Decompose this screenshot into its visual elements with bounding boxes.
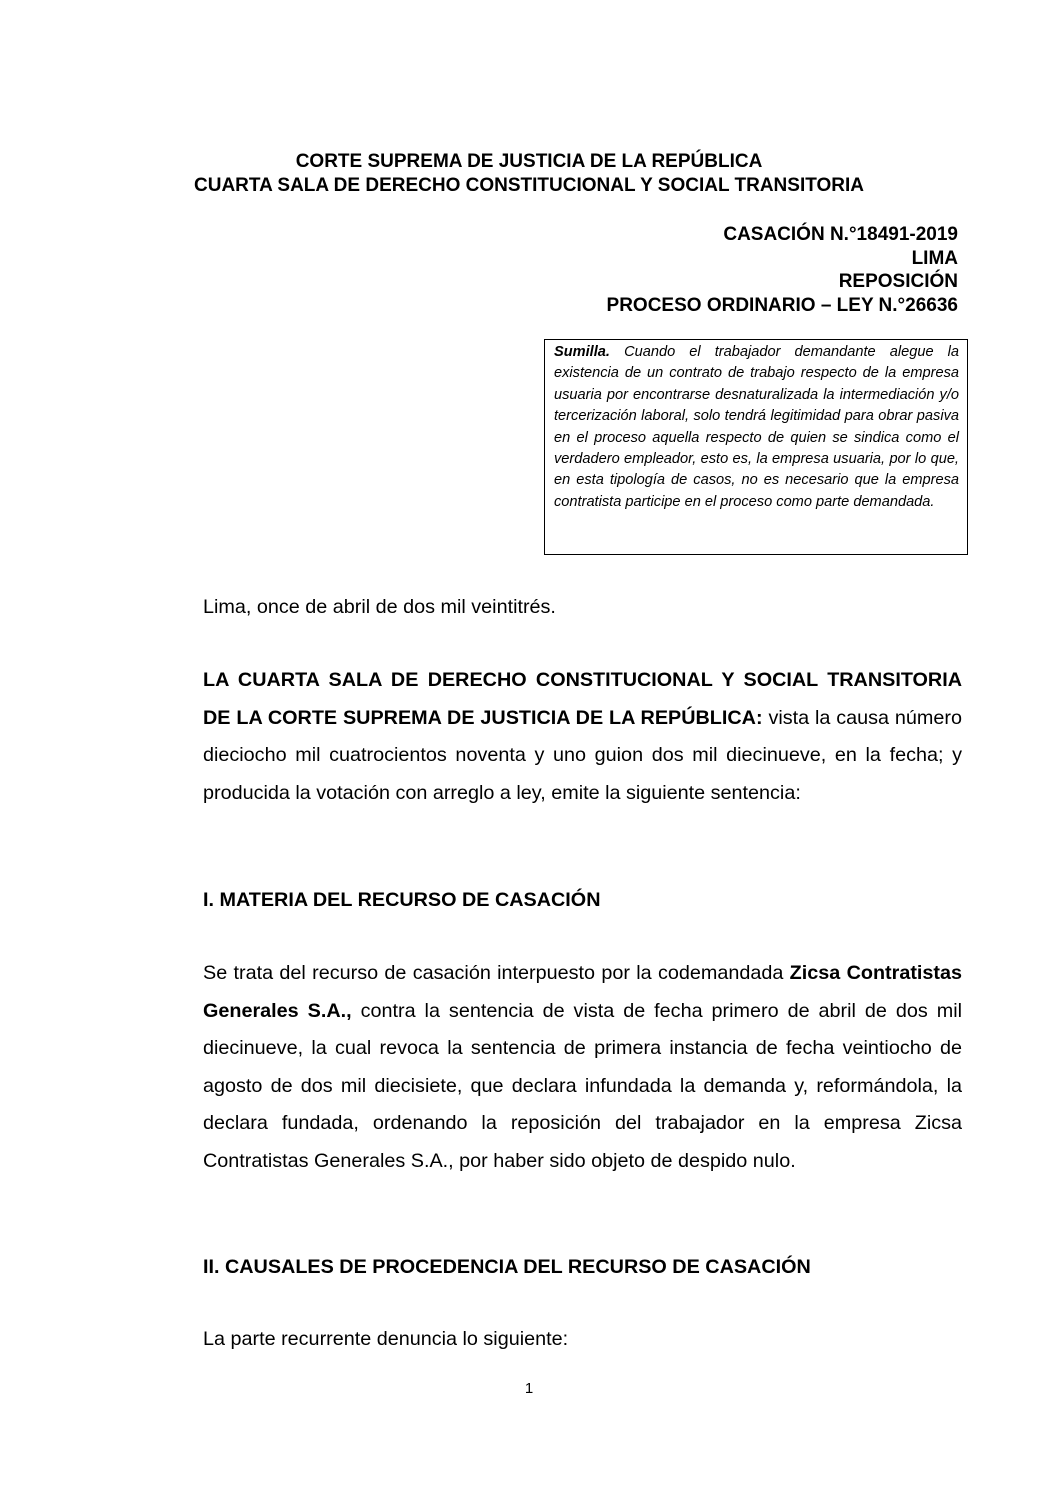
sumilla-box bbox=[544, 339, 968, 555]
case-place: LIMA bbox=[911, 247, 958, 269]
intro-paragraph bbox=[203, 662, 962, 812]
section1-paragraph bbox=[203, 955, 962, 1180]
section2-heading: II. CAUSALES DE PROCEDENCIA DEL RECURSO DE CASACIÓN bbox=[203, 1256, 811, 1278]
section1-company: Zicsa Contratistas Generales S.A., bbox=[203, 962, 962, 1022]
section1-heading: I. MATERIA DEL RECURSO DE CASACIÓN bbox=[203, 889, 601, 911]
case-info bbox=[607, 223, 958, 317]
sumilla-text: Cuando el trabajador demandante alegue la existencia de un contrato de trabajo respecto de la empresa usuaria por encontrarse desnaturalizada la intermediación y/o tercerización laboral, solo tendrá legitimidad para obrar pasiva en el proceso aquella respecto de quien se sindica como el verdadero empleador, esto es, la empresa usuaria, por lo que, en esta tipología de casos, no es necesario que la empresa contratista participe en el proceso como parte demandada. bbox=[554, 344, 959, 510]
intro-text: vista la causa número dieciocho mil cuatrocientos noventa y uno guion dos mil diecinueve, en la fecha; y producida la votación con arreglo a ley, emite la siguiente sentencia: bbox=[203, 706, 963, 804]
section2-text: La parte recurrente denuncia lo siguiente: bbox=[203, 1328, 569, 1350]
section1-text-before: Se trata del recurso de casación interpuesto por la codemandada bbox=[203, 962, 784, 984]
page-number: 1 bbox=[524, 1380, 534, 1397]
chamber-title: CUARTA SALA DE DERECHO CONSTITUCIONAL Y SOCIAL TRANSITORIA bbox=[194, 175, 864, 196]
intro-court-name: LA CUARTA SALA DE DERECHO CONSTITUCIONAL Y SOCIAL TRANSITORIA DE LA CORTE SUPREMA DE JUSTICIA DE LA REPÚBLICA: bbox=[203, 669, 962, 729]
date-line: Lima, once de abril de dos mil veintitrés. bbox=[203, 596, 556, 618]
section1-text-after: contra la sentencia de vista de fecha primero de abril de dos mil diecinueve, la cual revoca la sentencia de primera instancia de fecha veintiocho de agosto de dos mil diecisiete, que declara infundada la demanda y, reformándola, la declara fundada, ordenando la reposición del trabajador en la empresa Zicsa Contratistas Generales S.A., por haber sido objeto de despido nulo. bbox=[203, 999, 963, 1172]
case-process: PROCESO ORDINARIO – LEY N.°26636 bbox=[606, 294, 958, 316]
sumilla-label: Sumilla. bbox=[554, 344, 610, 360]
court-title: CORTE SUPREMA DE JUSTICIA DE LA REPÚBLICA bbox=[295, 151, 763, 172]
case-number: CASACIÓN N.°18491-2019 bbox=[723, 224, 958, 245]
case-matter: REPOSICIÓN bbox=[838, 271, 958, 292]
